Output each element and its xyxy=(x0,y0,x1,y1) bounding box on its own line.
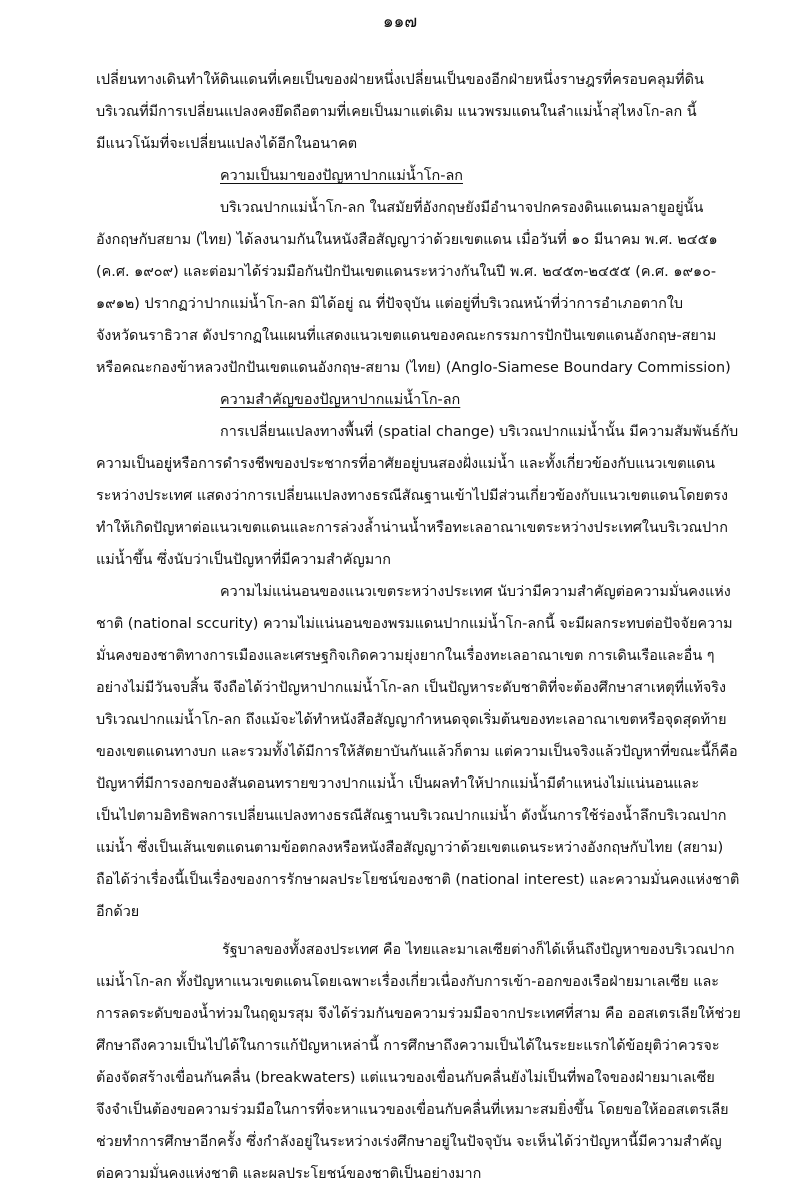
text-line: ศึกษาถึงความเป็นไปได้ในการแก้ปัญหาเหล่านี้ การศึกษาถึงความเป็นได้ในระยะแรกได้ข้อยุติว่าควรจะ xyxy=(96,1038,720,1054)
text-line: ชาติ (national sccurity) ความไม่แน่นอนของพรมแดนปากแม่น้ำโก-ลกนี้ จะมีผลกระทบต่อปัจจัยความ xyxy=(96,616,733,632)
text-line: ต่อความมั่นคงแห่งชาติ และผลประโยชน์ของชาติเป็นอย่างมาก xyxy=(96,1166,482,1182)
text-line: อีกด้วย xyxy=(96,904,140,920)
paragraph-spatial-change xyxy=(96,416,739,576)
section-importance xyxy=(96,384,741,1190)
text-line: (ค.ศ. ๑๙๐๙) และต่อมาได้ร่วมมือกันปักปันเขตแดนระหว่างกันในปี พ.ศ. ๒๔๕๓-๒๔๕๕ (ค.ศ. ๑๙๑๐- xyxy=(96,264,717,280)
intro-paragraph xyxy=(96,64,716,160)
text-line: ความไม่แน่นอนของแนวเขตระหว่างประเทศ นับว่ามีความสำคัญต่อความมั่นคงแห่ง xyxy=(220,584,731,600)
text-line: ช่วยทำการศึกษาอีกครั้ง ซึ่งกำลังอยู่ในระหว่างเร่งศึกษาอยู่ในปัจจุบัน จะเห็นได้ว่าปัญหานี้มีความสำคัญ xyxy=(96,1134,722,1150)
text-line: อย่างไม่มีวันจบสิ้น จึงถือได้ว่าปัญหาปากแม่น้ำโก-ลก เป็นปัญหาระดับชาติที่จะต้องศึกษาสาเหตุที่แท้จริง xyxy=(96,680,727,696)
text-line: เปลี่ยนทางเดินทำให้ดินแดนที่เคยเป็นของฝ่ายหนึ่งเปลี่ยนเป็นของอีกฝ่ายหนึ่งราษฎรที่ครอบคลุมที่ดิน xyxy=(96,72,704,88)
text-line: ความเป็นอยู่หรือการดำรงชีพของประชากรที่อาศัยอยู่บนสองฝั่งแม่น้ำ และทั้งเกี่ยวข้องกับแนวเขตแดน xyxy=(96,456,716,472)
text-line: หรือคณะกองข้าหลวงปักปันเขตแดนอังกฤษ-สยาม (ไทย) (Anglo-Siamese Boundary Commission) xyxy=(96,360,731,376)
text-line: ๑๙๑๒) ปรากฏว่าปากแม่น้ำโก-ลก มิได้อยู่ ณ ที่ปัจจุบัน แต่อยู่ที่บริเวณหน้าที่ว่าการอำเภอตากใบ xyxy=(96,296,684,312)
section-heading-history: ความเป็นมาของปัญหาปากแม่น้ำโก-ลก xyxy=(220,168,463,184)
text-line: รัฐบาลของทั้งสองประเทศ คือ ไทยและมาเลเซียต่างก็ได้เห็นถึงปัญหาของบริเวณปาก xyxy=(222,942,735,958)
page-number: ๑๑๗ xyxy=(382,12,418,32)
document-body xyxy=(96,64,741,1190)
section-heading-importance: ความสำคัญของปัญหาปากแม่น้ำโก-ลก xyxy=(220,392,461,408)
text-line: มีแนวโน้มที่จะเปลี่ยนแปลงได้อีกในอนาคต xyxy=(96,136,358,152)
text-line: มั่นคงของชาติทางการเมืองและเศรษฐกิจเกิดความยุ่งยากในเรื่องทะเลอาณาเขต การเดินเรือและอื่น ๆ xyxy=(96,648,715,664)
paragraph-national-security xyxy=(96,576,740,928)
text-line: ปัญหาที่มีการงอกของสันดอนทรายขวางปากแม่น้ำ เป็นผลทำให้ปากแม่น้ำมีตำแหน่งไม่แน่นอนและ xyxy=(96,776,700,792)
text-line: บริเวณปากแม่น้ำโก-ลก ถึงแม้จะได้ทำหนังสือสัญญากำหนดจุดเริ่มต้นของทะเลอาณาเขตหรือจุดสุดท้าย xyxy=(96,712,727,728)
text-line: บริเวณปากแม่น้ำโก-ลก ในสมัยที่อังกฤษยังมีอำนาจปกครองดินแดนมลายูอยู่นั้น xyxy=(220,200,704,216)
text-line: บริเวณที่มีการเปลี่ยนแปลงคงยึดถือตามที่เคยเป็นมาแต่เดิม แนวพรมแดนในลำแม่น้ำสุไหงโก-ลก นี้ xyxy=(96,104,697,120)
text-line: แม่น้ำ ซึ่งเป็นเส้นเขตแดนตามข้อตกลงหรือหนังสือสัญญาว่าด้วยเขตแดนระหว่างอังกฤษกับไทย (สยาม) xyxy=(96,840,724,856)
text-line: แม่น้ำขึ้น ซึ่งนับว่าเป็นปัญหาที่มีความสำคัญมาก xyxy=(96,552,391,568)
text-line: ถือได้ว่าเรื่องนี้เป็นเรื่องของการรักษาผลประโยชน์ของชาติ (national interest) และความมั่นคงแห่งชาติ xyxy=(96,872,740,888)
section-history xyxy=(96,160,731,384)
text-line: แม่น้ำโก-ลก ทั้งปัญหาแนวเขตแดนโดยเฉพาะเรื่องเกี่ยวเนื่องกับการเข้า-ออกของเรือฝ่ายมาเลเซีย และ xyxy=(96,974,720,990)
text-line: ระหว่างประเทศ แสดงว่าการเปลี่ยนแปลงทางธรณีสัณฐานเข้าไปมีส่วนเกี่ยวข้องกับแนวเขตแดนโดยตรง xyxy=(96,488,729,504)
text-line: ของเขตแดนทางบก และรวมทั้งได้มีการให้สัตยาบันกันแล้วก็ตาม แต่ความเป็นจริงแล้วปัญหาที่ขณะนี้ก็คือ xyxy=(96,744,738,760)
paragraph-governments xyxy=(96,934,741,1190)
text-line: การลดระดับของน้ำท่วมในฤดูมรสุม จึงได้ร่วมกันขอความร่วมมือจากประเทศที่สาม คือ ออสเตรเลียให้ช่วย xyxy=(96,1006,741,1022)
text-line: ทำให้เกิดปัญหาต่อแนวเขตแดนและการล่วงล้ำน่านน้ำหรือทะเลอาณาเขตระหว่างประเทศในบริเวณปาก xyxy=(96,520,728,536)
text-line: อังกฤษกับสยาม (ไทย) ได้ลงนามกันในหนังสือสัญญาว่าด้วยเขตแดน เมื่อวันที่ ๑๐ มีนาคม พ.ศ. ๒๔๕๑ xyxy=(96,232,718,248)
text-line: จึงจำเป็นต้องขอความร่วมมือในการที่จะหาแนวของเขื่อนกับคลื่นที่เหมาะสมยิ่งขึ้น โดยขอให้ออสเตรเลีย xyxy=(96,1102,729,1118)
text-line: การเปลี่ยนแปลงทางพื้นที่ (spatial change) บริเวณปากแม่น้ำนั้น มีความสัมพันธ์กับ xyxy=(220,424,739,440)
text-line: ต้องจัดสร้างเขื่อนกันคลื่น (breakwaters) แต่แนวของเขื่อนกับคลื่นยังไม่เป็นที่พอใจของฝ่ายมาเลเซีย xyxy=(96,1070,715,1086)
text-line: จังหวัดนราธิวาส ดังปรากฏในแผนที่แสดงแนวเขตแดนของคณะกรรมการปักปันเขตแดนอังกฤษ-สยาม xyxy=(96,328,717,344)
text-line: เป็นไปตามอิทธิพลการเปลี่ยนแปลงทางธรณีสัณฐานบริเวณปากแม่น้ำ ดังนั้นการใช้ร่องน้ำลึกบริเวณปาก xyxy=(96,808,727,824)
